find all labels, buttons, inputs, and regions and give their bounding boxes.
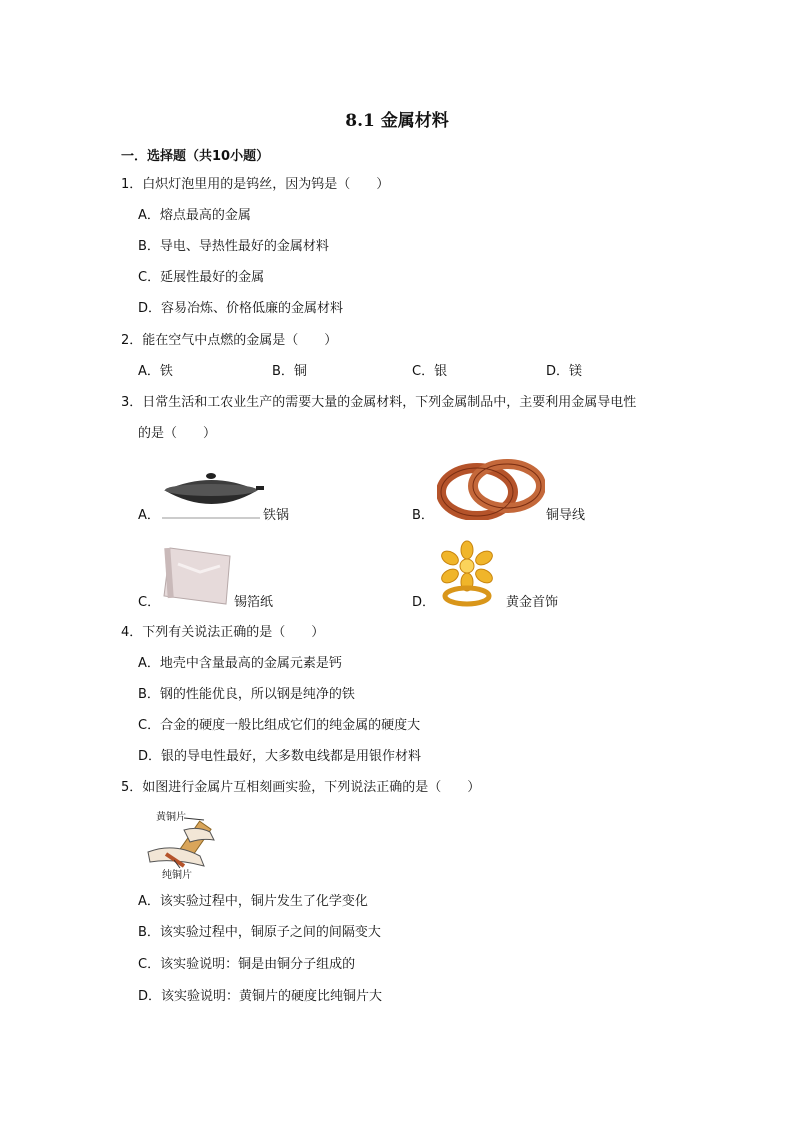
question-4-option-d[interactable]: D．银的导电性最好，大多数电线都是用银作材料 (138, 749, 422, 764)
question-3-option-c-label: 锡箔纸 (234, 595, 274, 610)
question-1-option-a[interactable]: A．熔点最高的金属 (138, 208, 251, 223)
question-3-option-b-label: 铜导线 (546, 508, 586, 523)
question-5-stem: 5．如图进行金属片互相刻画实验，下列说法正确的是（ ） (121, 780, 481, 795)
question-5-option-b[interactable]: B．该实验过程中，铜原子之间的间隔变大 (138, 925, 381, 940)
question-1-option-b[interactable]: B．导电、导热性最好的金属材料 (138, 239, 329, 254)
copper-sheet-label: 纯铜片 (162, 870, 192, 881)
question-4-option-b[interactable]: B．钢的性能优良，所以钢是纯净的铁 (138, 687, 355, 702)
question-5-option-d[interactable]: D．该实验说明：黄铜片的硬度比纯铜片大 (138, 989, 383, 1004)
copper-wire-image (437, 458, 545, 520)
question-1-option-d[interactable]: D．容易冶炼、价格低廉的金属材料 (138, 301, 344, 316)
question-3-stem-line-1: 3．日常生活和工农业生产的需要大量的金属材料，下列金属制品中，主要利用金属导电性 (121, 395, 637, 410)
question-2-option-d[interactable]: D．镁 (546, 364, 583, 379)
section-heading: 一．选择题（共10小题） (121, 149, 270, 164)
question-5-option-a[interactable]: A．该实验过程中，铜片发生了化学变化 (138, 894, 368, 909)
question-3-stem-line-2: 的是（ ） (138, 426, 217, 441)
question-2-option-b[interactable]: B．铜 (272, 364, 307, 379)
question-2-option-c[interactable]: C．银 (412, 364, 448, 379)
question-3-option-d-label: 黄金首饰 (506, 595, 559, 610)
question-1-stem: 1．白炽灯泡里用的是钨丝，因为钨是（ ） (121, 177, 390, 192)
question-3-option-a-label: 铁锅 (263, 508, 290, 523)
question-2-option-a[interactable]: A．铁 (138, 364, 173, 379)
question-4-option-a[interactable]: A．地壳中含量最高的金属元素是钙 (138, 656, 342, 671)
question-3-option-b-letter[interactable]: B． (412, 508, 434, 523)
tin-foil-image (160, 546, 234, 608)
question-3-option-c-letter[interactable]: C． (138, 595, 161, 610)
gold-ring-image (434, 540, 500, 610)
brass-sheet-label: 黄铜片 (156, 812, 186, 823)
question-4-option-c[interactable]: C．合金的硬度一般比组成它们的纯金属的硬度大 (138, 718, 421, 733)
question-1-option-c[interactable]: C．延展性最好的金属 (138, 270, 265, 285)
question-5-option-c[interactable]: C．该实验说明：铜是由铜分子组成的 (138, 957, 356, 972)
question-2-stem: 2．能在空气中点燃的金属是（ ） (121, 333, 338, 348)
page-title: 8.1 金属材料 (345, 111, 449, 131)
question-3-option-a-letter[interactable]: A． (138, 508, 160, 523)
question-3-option-d-letter[interactable]: D． (412, 595, 436, 610)
question-4-stem: 4．下列有关说法正确的是（ ） (121, 625, 325, 640)
brass-copper-scratch-figure (144, 808, 228, 880)
wok-image (160, 468, 264, 520)
